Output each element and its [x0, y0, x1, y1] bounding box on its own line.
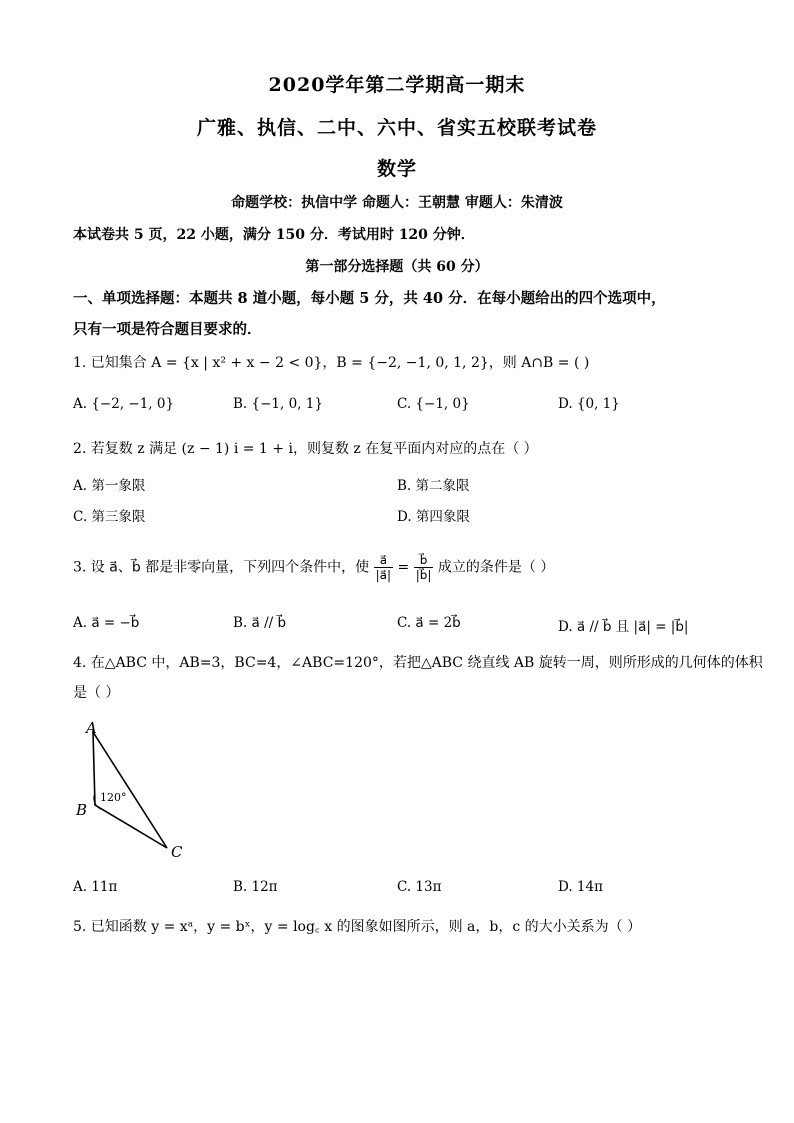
question-4-stem-line2: 是（ ） — [73, 685, 120, 701]
exam-authors: 命题学校：执信中学 命题人：王朝慧 审题人：朱清波 — [231, 195, 563, 211]
question-3-stem-prefix: 3. 设 a⃗、b⃗ 都是非零向量，下列四个条件中，使 — [73, 559, 370, 576]
question-1-option-a: A. {−2, −1, 0} — [73, 396, 175, 412]
exam-info: 本试卷共 5 页，22 小题，满分 150 分．考试用时 120 分钟． — [73, 227, 475, 243]
question-2-option-a: A. 第一象限 — [73, 478, 146, 494]
fraction-b-denominator: |b⃗| — [415, 568, 432, 582]
question-2-option-c: C. 第三象限 — [73, 509, 146, 525]
question-1-stem: 1. 已知集合 A = {x | x² + x − 2 < 0}，B = {−2, −1, 0, 1, 2}，则 A∩B = ( ) — [73, 355, 590, 371]
fraction-b-over-norm-b — [414, 553, 434, 582]
fraction-a-numerator: a⃗ — [374, 553, 393, 568]
fraction-b-numerator: b⃗ — [414, 553, 434, 568]
question-1-option-c: C. {−1, 0} — [397, 396, 470, 412]
question-4-option-d: D. 14π — [558, 879, 603, 895]
fraction-a-denominator: |a⃗| — [375, 568, 392, 582]
question-4-stem-line1: 4. 在△ABC 中，AB=3，BC=4，∠ABC=120°，若把△ABC 绕直线 AB 旋转一周，则所形成的几何体的体积 — [73, 655, 763, 671]
exam-title-year: 2020学年第二学期高一期末 — [268, 74, 526, 96]
exam-title-schools: 广雅、执信、二中、六中、省实五校联考试卷 — [196, 117, 597, 139]
question-2-option-d: D. 第四象限 — [397, 509, 470, 525]
equals-sign: = — [397, 559, 410, 576]
question-5-stem: 5. 已知函数 y = xᵃ，y = bˣ，y = log꜀ x 的图象如图所示，则 a，b，c 的大小关系为（ ） — [73, 919, 642, 935]
question-3-stem-suffix: 成立的条件是（ ） — [437, 559, 555, 576]
angle-label: 120° — [100, 791, 127, 804]
question-4-option-b: B. 12π — [233, 879, 278, 895]
question-2-option-b: B. 第二象限 — [397, 478, 470, 494]
part-one-heading: 第一部分选择题（共 60 分） — [305, 259, 489, 275]
triangle-abc-figure — [70, 715, 200, 865]
exam-subject: 数学 — [376, 158, 417, 180]
triangle-abc — [93, 732, 167, 848]
fraction-a-over-norm-a — [374, 553, 393, 582]
question-3-option-d: D. a⃗ // b⃗ 且 |a⃗| = |b⃗| — [558, 619, 689, 635]
section-one-line2: 只有一项是符合题目要求的． — [73, 321, 262, 338]
question-4-option-c: C. 13π — [397, 879, 442, 895]
question-1-option-b: B. {−1, 0, 1} — [233, 396, 323, 412]
question-3-option-b: B. a⃗ // b⃗ — [233, 615, 287, 631]
section-one-line1: 一、单项选择题：本题共 8 道小题，每小题 5 分，共 40 分．在每小题给出的四个选项中， — [73, 290, 666, 307]
question-3-option-c: C. a⃗ = 2b⃗ — [397, 615, 461, 631]
question-2-stem: 2. 若复数 z 满足 (z − 1) i = 1 + i，则复数 z 在复平面内对应的点在（ ） — [73, 441, 538, 457]
question-1-option-d: D. {0, 1} — [558, 396, 620, 412]
question-4-option-a: A. 11π — [73, 879, 118, 895]
vertex-label-b: B — [76, 801, 88, 819]
question-3-stem — [73, 553, 554, 582]
question-3-option-a: A. a⃗ = −b⃗ — [73, 615, 140, 631]
vertex-label-a: A — [86, 719, 97, 737]
vertex-label-c: C — [171, 843, 183, 861]
